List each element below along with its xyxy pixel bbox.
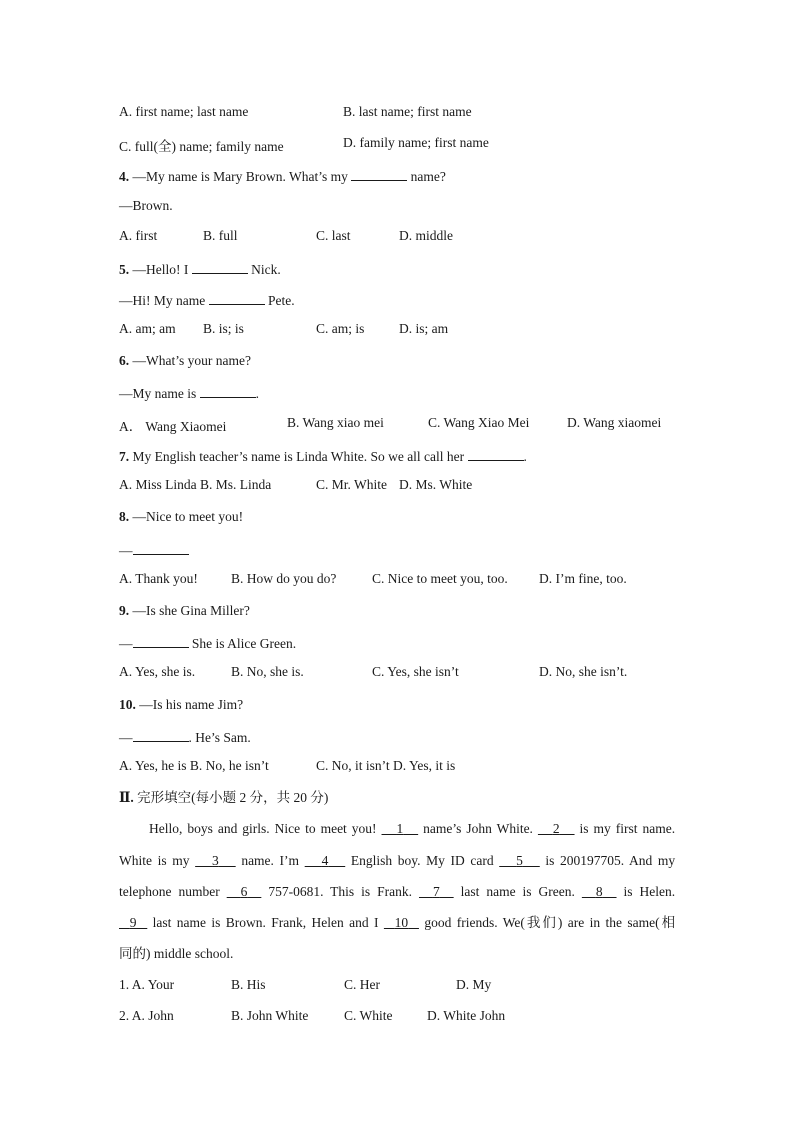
cloze2-option-c: C. White: [344, 1008, 393, 1023]
question-number: 9.: [119, 603, 130, 618]
cloze1-option-d: D. My: [456, 977, 492, 992]
q10-option-cd: C. No, it isn’t D. Yes, it is: [316, 758, 456, 773]
q10-option-ab: A. Yes, he is B. No, he isn’t: [119, 758, 269, 773]
cloze2-option-b: B. John White: [231, 1008, 309, 1023]
cloze2-option-a: 2. A. John: [119, 1008, 174, 1023]
question-5-reply: —Hi! My name Pete.: [119, 290, 295, 310]
q9-option-d: D. No, she isn’t.: [539, 664, 628, 679]
question-number: 8.: [119, 509, 130, 524]
question-number: 7.: [119, 449, 130, 464]
cloze-blank: 2: [552, 821, 560, 836]
question-6-reply: —My name is .: [119, 383, 259, 403]
answer-blank[interactable]: [192, 259, 248, 274]
question-number: 6.: [119, 353, 130, 368]
answer-blank[interactable]: [351, 166, 407, 181]
q8-option-d: D. I’m fine, too.: [539, 571, 627, 586]
passage-line-5: 同的) middle school.: [119, 946, 234, 961]
q5-option-a: A. am; am: [119, 321, 176, 336]
q5-option-c: C. am; is: [316, 321, 365, 336]
answer-blank[interactable]: [133, 633, 189, 648]
q4-option-c: C. last: [316, 228, 351, 243]
section-heading: [119, 789, 328, 807]
q9-option-c: C. Yes, she isn’t: [372, 664, 459, 679]
cloze-blank: 9: [129, 915, 137, 930]
question-8: 8. —Nice to meet you!: [119, 509, 244, 524]
q6-option-c: C. Wang Xiao Mei: [428, 415, 530, 430]
cloze-blank: 8: [595, 884, 603, 899]
cloze1-option-b: B. His: [231, 977, 266, 992]
answer-blank[interactable]: [468, 446, 524, 461]
question-5: 5. —Hello! I Nick.: [119, 259, 281, 279]
answer-blank[interactable]: [209, 290, 265, 305]
q7-option-d: D. Ms. White: [399, 477, 473, 492]
q7-option-c: C. Mr. White: [316, 477, 388, 492]
question-8-reply: —: [119, 540, 189, 560]
q4-option-a: A. first: [119, 228, 158, 243]
passage-line-2: White is my 3 name. I’m 4 English boy. My ID card 5 is 200197705. And my: [119, 853, 676, 868]
question-number: 5.: [119, 262, 130, 277]
q3-option-d: D. family name; first name: [343, 135, 489, 150]
cloze2-option-d: D. White John: [427, 1008, 506, 1023]
q8-option-a: A. Thank you!: [119, 571, 198, 586]
cloze-blank: 1: [396, 821, 404, 836]
q5-option-d: D. is; am: [399, 321, 449, 336]
q7-option-ab: A. Miss Linda B. Ms. Linda: [119, 477, 272, 492]
q6-option-a: A． Wang Xiaomei: [119, 419, 227, 434]
question-4: 4. —My name is Mary Brown. What’s my name?: [119, 166, 446, 186]
q6-option-d: D. Wang xiaomei: [567, 415, 662, 430]
q9-option-a: A. Yes, she is.: [119, 664, 196, 679]
question-number: 10.: [119, 697, 136, 712]
passage-line-3: telephone number 6 757-0681. This is Frank. 7 last name is Green. 8 is Helen.: [119, 884, 676, 899]
q8-option-c: C. Nice to meet you, too.: [372, 571, 508, 586]
cloze-blank: 5: [516, 853, 523, 868]
q8-option-b: B. How do you do?: [231, 571, 337, 586]
passage-line-1: Hello, boys and girls. Nice to meet you! 1 name’s John White. 2 is my first name.: [149, 821, 676, 836]
answer-blank[interactable]: [200, 383, 256, 398]
question-number: 4.: [119, 169, 130, 184]
q6-option-b: B. Wang xiao mei: [287, 415, 384, 430]
q5-option-b: B. is; is: [203, 321, 244, 336]
cloze-blank: 4: [321, 853, 329, 868]
answer-blank[interactable]: [133, 727, 189, 742]
question-6: 6. —What’s your name?: [119, 353, 251, 368]
question-9-reply: — She is Alice Green.: [119, 633, 296, 653]
q4-option-d: D. middle: [399, 228, 453, 243]
cloze1-option-c: C. Her: [344, 977, 380, 992]
q9-option-b: B. No, she is.: [231, 664, 304, 679]
cloze-blank: 6: [240, 884, 248, 899]
cloze-blank: 3: [212, 853, 219, 868]
q3-option-c: C. full(全) name; family name: [119, 139, 284, 154]
question-9: 9. —Is she Gina Miller?: [119, 603, 250, 618]
cloze1-option-a: 1. A. Your: [119, 977, 175, 992]
question-4-reply: —Brown.: [119, 198, 173, 213]
q3-option-a: A. first name; last name: [119, 104, 249, 119]
question-10: 10. —Is his name Jim?: [119, 697, 244, 712]
section-title: 完形填空(每小题 2 分，共 20 分): [133, 790, 329, 805]
question-10-reply: — . He’s Sam.: [119, 727, 251, 747]
section-number: Ⅱ.: [119, 790, 134, 805]
cloze-blank: 10: [394, 915, 409, 930]
question-7: 7. My English teacher’s name is Linda White. So we all call her .: [119, 446, 527, 466]
cloze-blank: 7: [432, 884, 440, 899]
passage-line-4: 9 last name is Brown. Frank, Helen and I 10 good friends. We(我们) are in the same(相: [119, 914, 675, 932]
q3-option-b: B. last name; first name: [343, 104, 472, 119]
answer-blank[interactable]: [133, 540, 189, 555]
q4-option-b: B. full: [203, 228, 238, 243]
